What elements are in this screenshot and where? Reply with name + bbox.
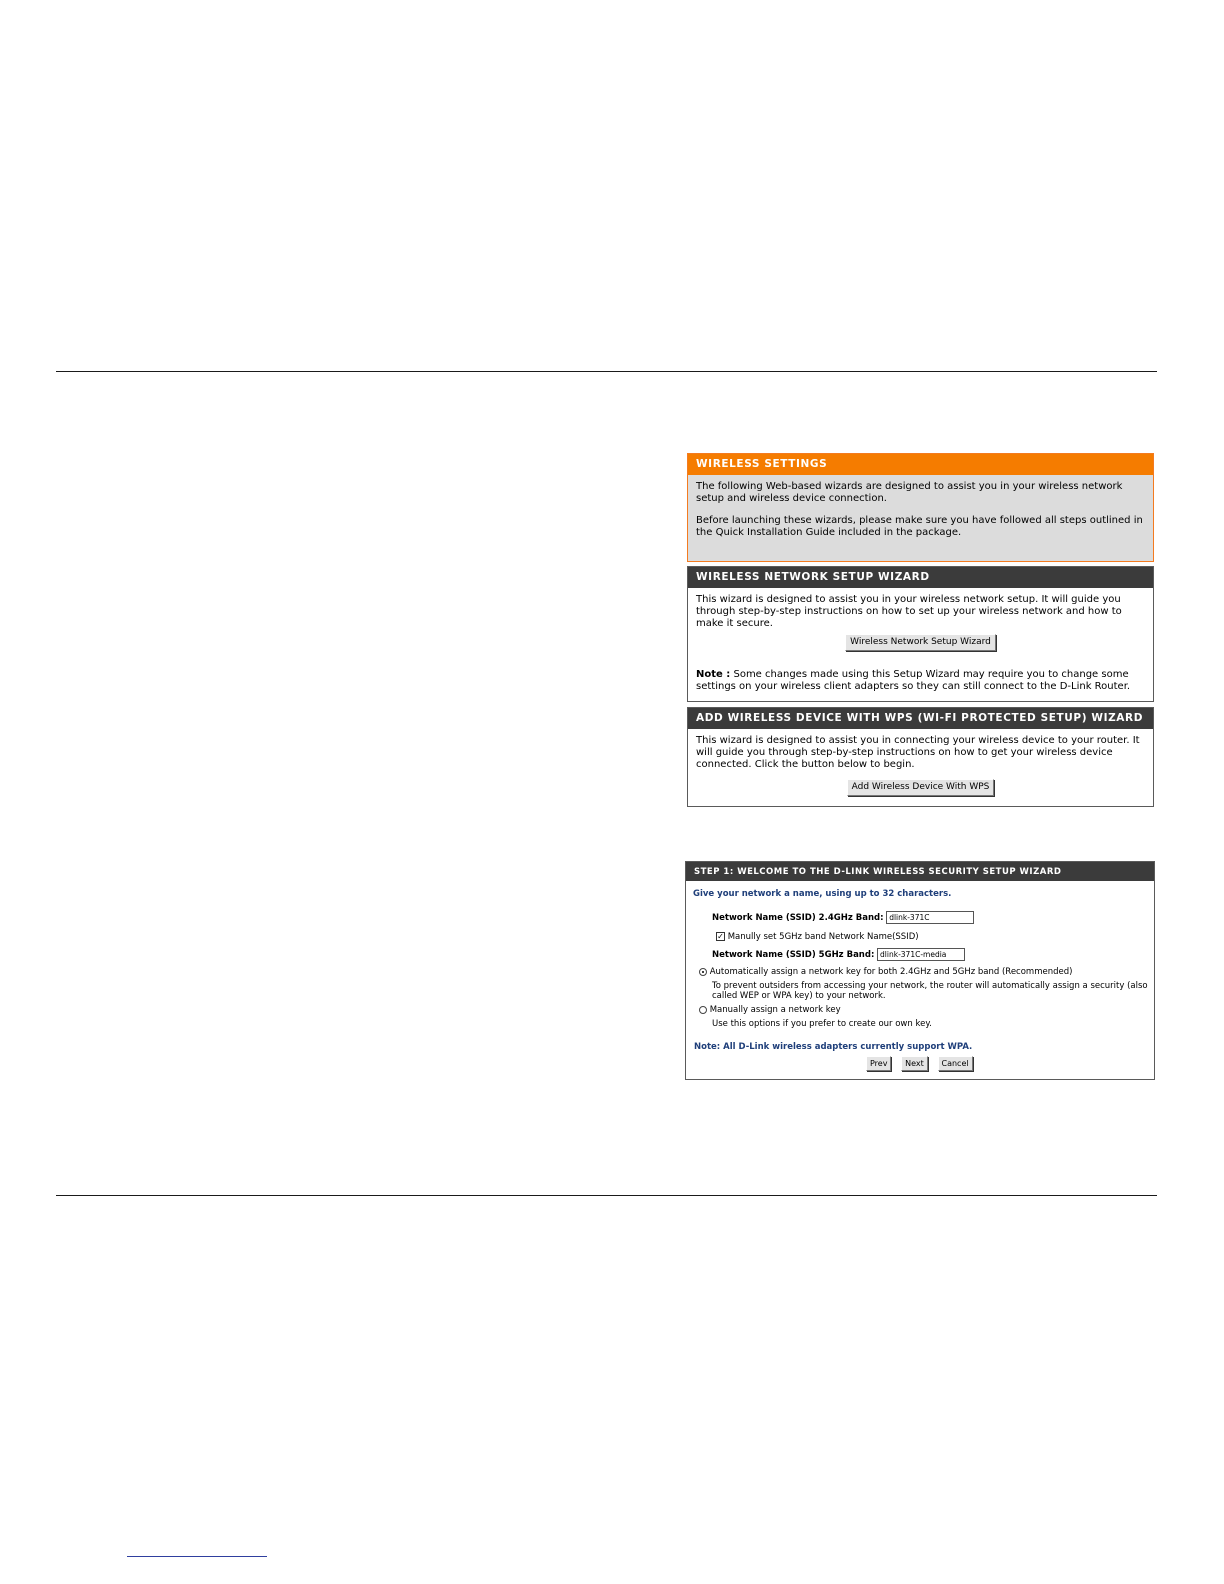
auto-key-radio[interactable] (699, 968, 707, 976)
step1-panel (685, 861, 1155, 1080)
wireless-settings-panel (687, 453, 1154, 562)
setup-wizard-panel (687, 566, 1154, 702)
wps-wizard-panel (687, 707, 1154, 807)
ssid-5ghz-label: Network Name (SSID) 5GHz Band: (712, 950, 875, 960)
manual-5ghz-checkbox[interactable]: ✓ (717, 932, 724, 941)
ssid-24ghz-label: Network Name (SSID) 2.4GHz Band: (712, 913, 884, 923)
footer-link-underline (127, 1556, 267, 1557)
top-divider (56, 371, 1157, 372)
setup-wizard-description: This wizard is designed to assist you in your wireless network setup. It will guide you through step-by-step instructions on how to set up your wireless network and how to make it secure. (696, 594, 1122, 629)
setup-wizard-title: WIRELESS NETWORK SETUP WIZARD (688, 567, 1153, 588)
add-wireless-device-wps-button[interactable]: Add Wireless Device With WPS (847, 779, 995, 796)
ssid-24ghz-input[interactable]: dlink-371C (886, 911, 974, 924)
manual-5ghz-label: Manully set 5GHz band Network Name(SSID) (727, 932, 919, 942)
wps-wizard-description: This wizard is designed to assist you in connecting your wireless device to your router. It will guide you through step-by-step instructions on how to get your wireless device connected. Click the button below to begin. (696, 735, 1140, 770)
note-label: Note : (696, 669, 731, 680)
wps-wizard-title: ADD WIRELESS DEVICE WITH WPS (WI-FI PROTECTED SETUP) WIZARD (688, 708, 1153, 729)
manual-key-label: Manually assign a network key (709, 1005, 841, 1015)
auto-key-label: Automatically assign a network key for both 2.4GHz and 5GHz band (Recommended) (709, 967, 1073, 977)
step1-title: STEP 1: WELCOME TO THE D-LINK WIRELESS SECURITY SETUP WIZARD (686, 862, 1154, 881)
setup-wizard-note (696, 669, 1145, 693)
step1-intro: Give your network a name, using up to 32 characters. (693, 889, 952, 899)
cancel-button[interactable]: Cancel (938, 1056, 973, 1071)
note-text: Some changes made using this Setup Wizard may require you to change some settings on your wireless client adapters so they can still connect to the D-Link Router. (696, 669, 1131, 692)
auto-key-description: To prevent outsiders from accessing your network, the router will automatically assign a security (also called WEP or WPA key) to your network. (712, 981, 1148, 1001)
step1-note: Note: All D-Link wireless adapters currently support WPA. (694, 1042, 973, 1052)
wireless-settings-intro: The following Web-based wizards are designed to assist you in your wireless network setup and wireless device connection. (696, 481, 1123, 504)
manual-key-radio[interactable] (699, 1006, 707, 1014)
prev-button[interactable]: Prev (866, 1056, 891, 1071)
bottom-divider (56, 1195, 1157, 1196)
wireless-settings-title: WIRELESS SETTINGS (688, 454, 1153, 475)
wireless-settings-instructions: Before launching these wizards, please make sure you have followed all steps outlined in the Quick Installation Guide included in the package. (696, 515, 1143, 538)
step1-buttons (866, 1056, 980, 1071)
manual-key-description: Use this options if you prefer to create our own key. (712, 1019, 932, 1029)
next-button[interactable]: Next (901, 1056, 928, 1071)
ssid-5ghz-input[interactable]: dlink-371C-media (877, 948, 965, 961)
wireless-network-setup-wizard-button[interactable]: Wireless Network Setup Wizard (845, 634, 996, 651)
